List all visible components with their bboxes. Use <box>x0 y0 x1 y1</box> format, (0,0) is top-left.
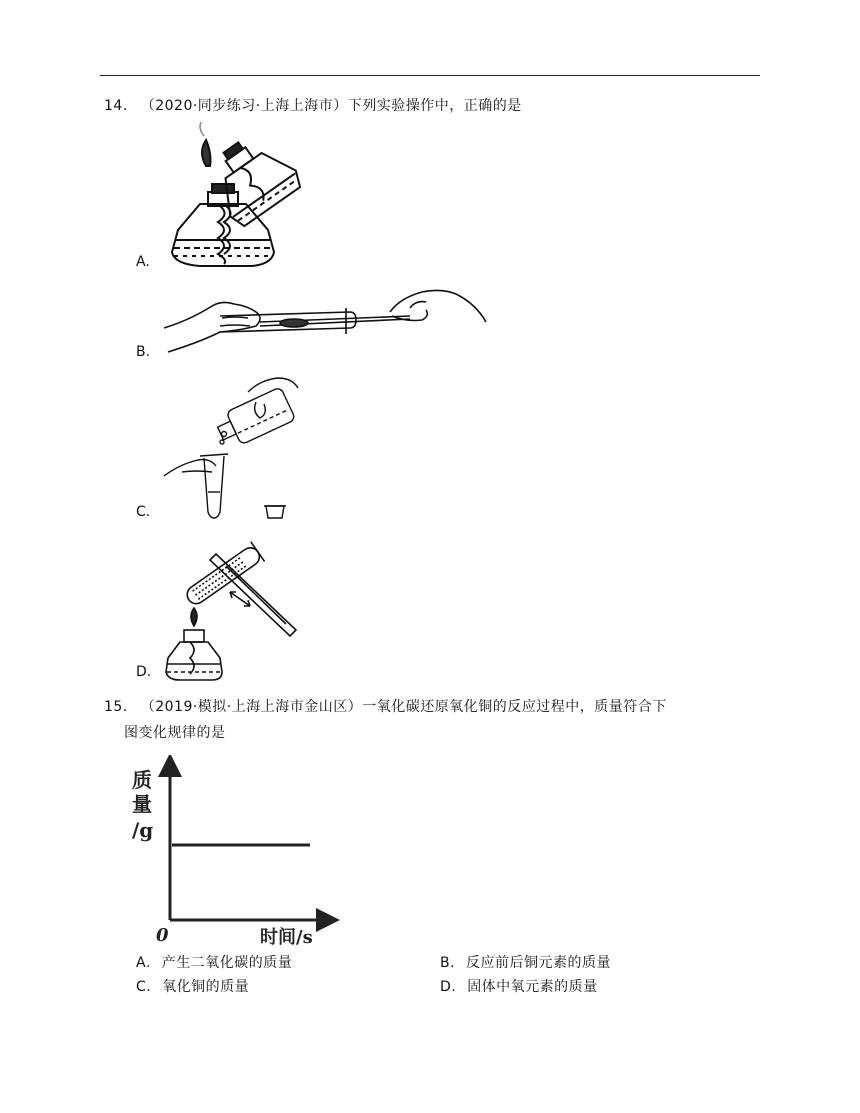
header-rule <box>100 75 760 76</box>
option-d-figure <box>160 532 310 682</box>
question-14 <box>104 95 522 115</box>
answer-text: 产生二氧化碳的质量 <box>161 955 293 971</box>
question-15-continuation <box>124 722 226 742</box>
x-axis-label: 时间/s <box>260 927 313 948</box>
option-c-label: C. <box>136 504 151 520</box>
answer-a <box>136 952 292 972</box>
answer-b <box>440 952 611 972</box>
answer-text: 反应前后铜元素的质量 <box>466 955 612 971</box>
question-number: 15. <box>104 699 128 715</box>
question-text: （2020·同步练习·上海上海市）下列实验操作中，正确的是 <box>140 98 522 114</box>
question-15 <box>104 696 667 716</box>
origin-label: 0 <box>156 925 169 946</box>
option-d-label: D. <box>136 664 152 680</box>
mass-time-graph <box>130 755 350 955</box>
answer-text: 固体中氧元素的质量 <box>467 979 598 995</box>
option-b-label: B. <box>136 344 151 360</box>
y-label-1: 质 <box>132 768 152 792</box>
option-b-figure <box>160 282 490 362</box>
answer-letter: C. <box>136 979 152 995</box>
option-a-figure <box>160 122 310 272</box>
answer-d <box>440 976 598 996</box>
question-text-line-1: （2019·模拟·上海上海市金山区）一氧化碳还原氧化铜的反应过程中，质量符合下 <box>140 699 667 715</box>
answer-letter: A. <box>136 955 151 971</box>
question-text-line-2: 图变化规律的是 <box>124 725 226 741</box>
answer-c <box>136 976 249 996</box>
y-label-2: 量 <box>132 792 152 816</box>
option-a-label: A. <box>136 254 150 270</box>
answer-letter: D. <box>440 979 457 995</box>
question-number: 14. <box>104 98 128 114</box>
y-label-3: /g <box>132 818 154 842</box>
option-c-figure <box>160 372 310 522</box>
answer-letter: B. <box>440 955 456 971</box>
answer-text: 氧化铜的质量 <box>162 979 250 995</box>
